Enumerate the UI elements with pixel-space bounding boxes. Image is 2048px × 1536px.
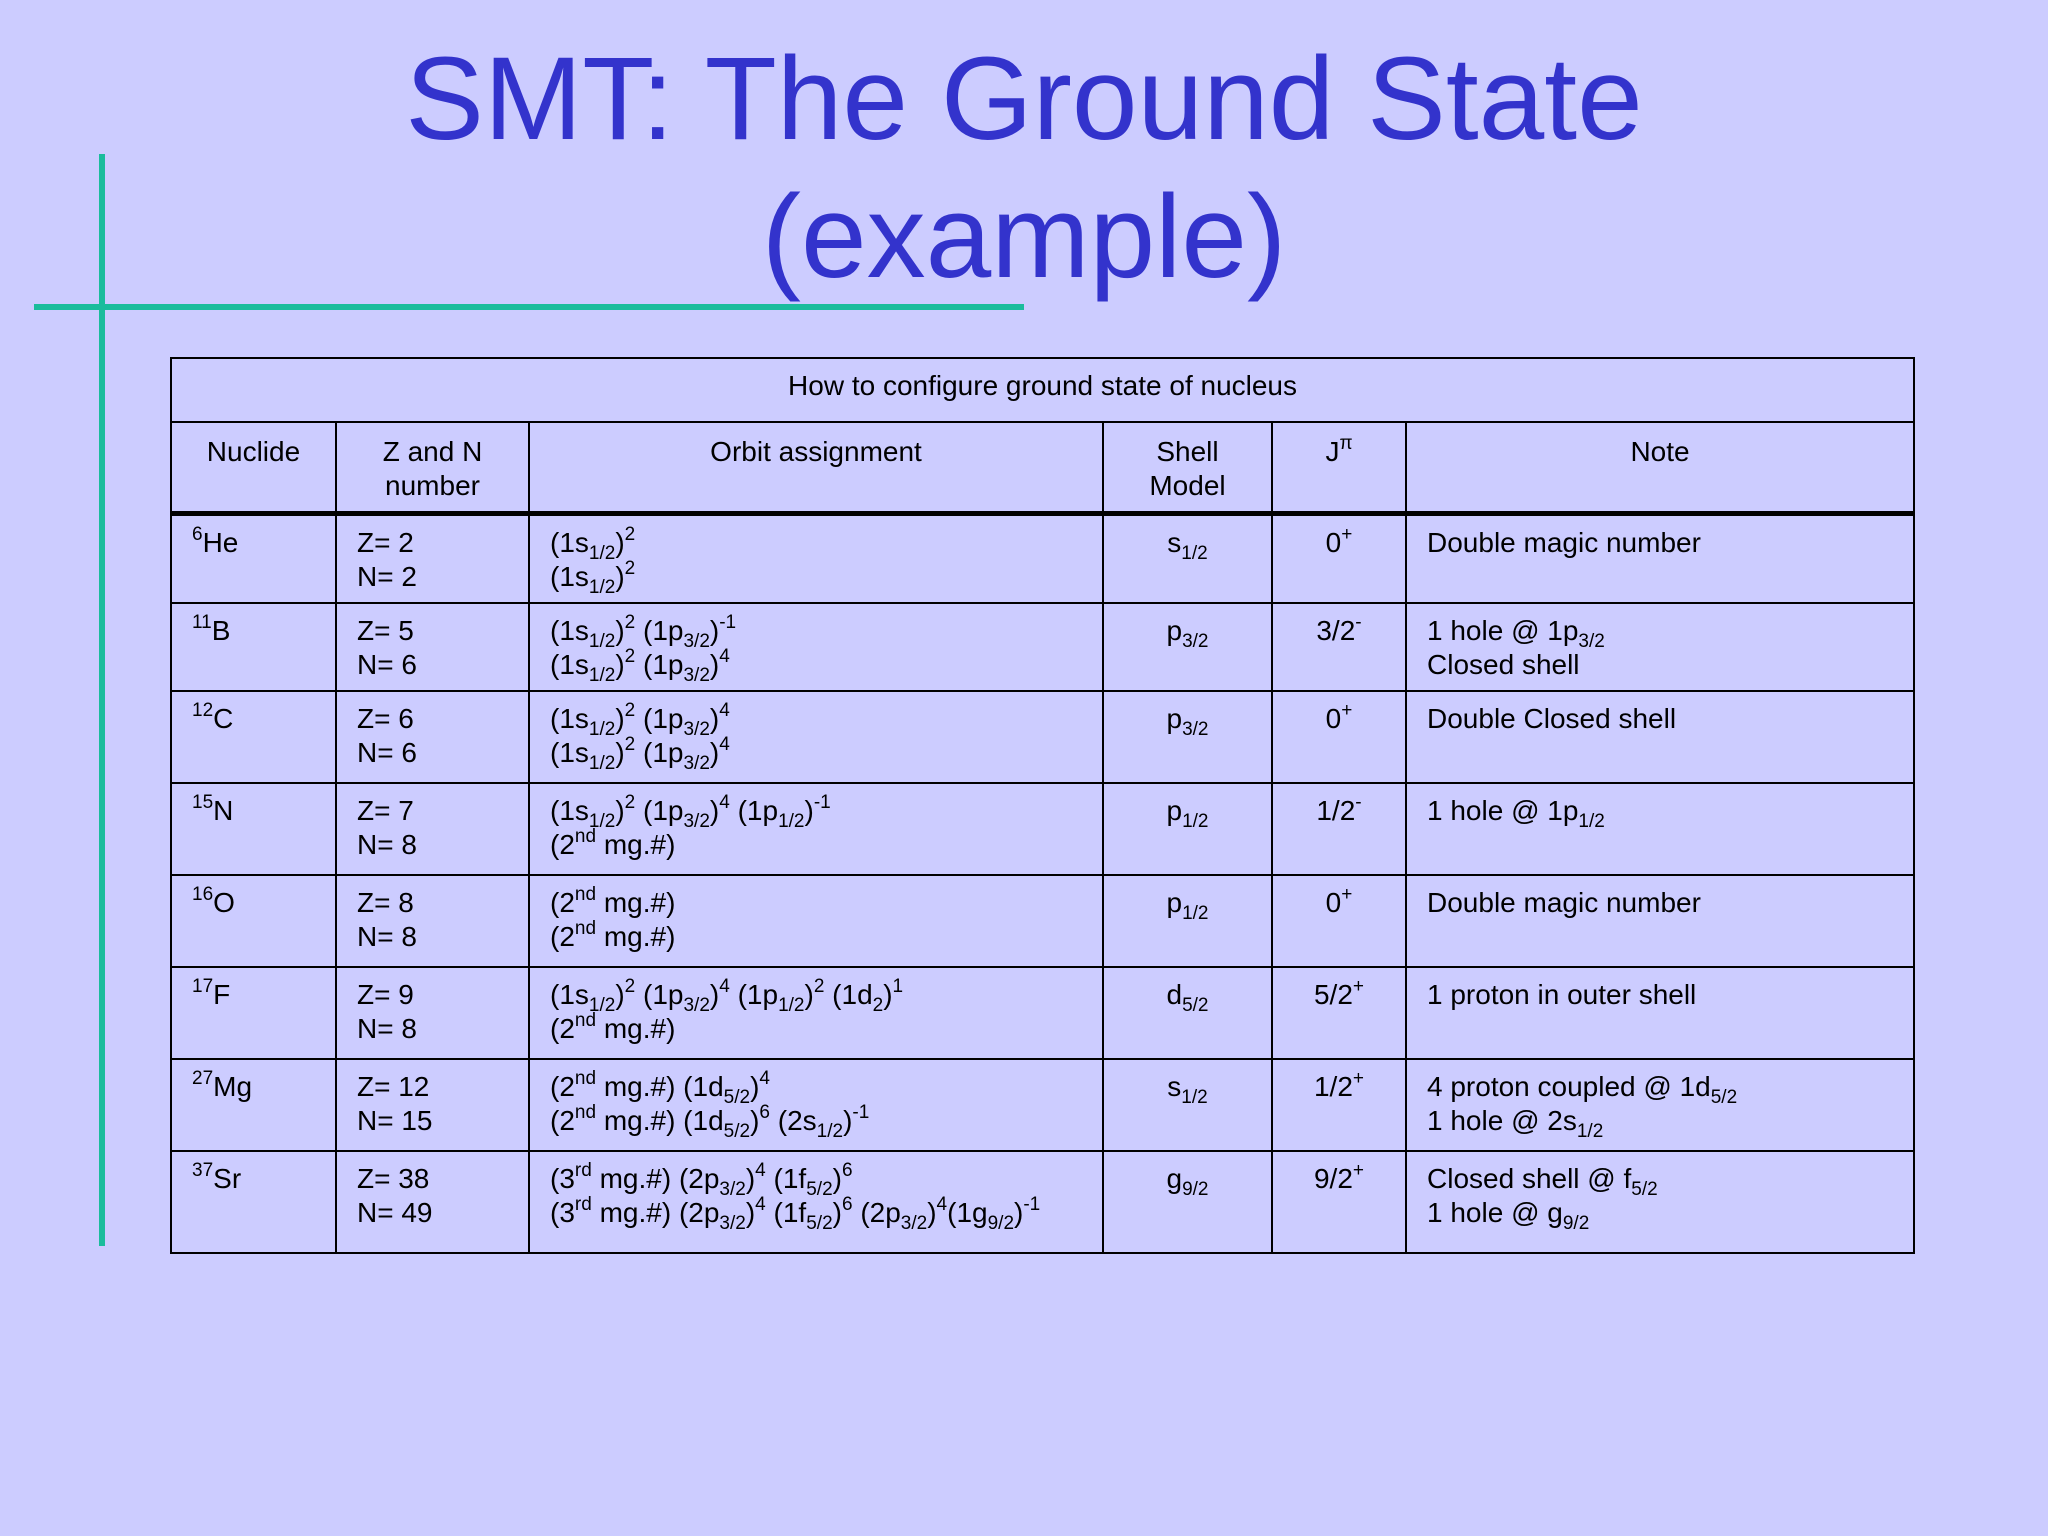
shell-model-cell: $s_{1/2}$ (1103, 1059, 1272, 1151)
nuclide-cell (171, 603, 336, 691)
mass-number: 12 (192, 700, 214, 721)
nuclide-cell (171, 875, 336, 967)
orbit-line: $(1s_{1/2})^2$ $(1p_{3/2})^4$ (550, 646, 730, 686)
proton-number: Z= 2 (357, 527, 414, 558)
orbit-assignment-cell (529, 875, 1103, 967)
element-symbol: He (202, 527, 239, 558)
orbit-line: (2nd mg.#) $(1d_{5/2})^4$ (550, 1068, 770, 1108)
neutron-number: N= 6 (357, 737, 417, 768)
table-row (171, 1151, 1914, 1253)
orbit-line: (3rd mg.#) $(2p_{3/2})^4$ $(1f_{5/2})^6$ $(2p_{3/2})^4(1g_{9/2})^{-1}$ (550, 1194, 1041, 1234)
orbit-line: $(1s_{1/2})^2$ (550, 524, 636, 564)
element-symbol: N (213, 795, 234, 826)
proton-number: Z= 6 (357, 703, 414, 734)
element-symbol: B (211, 615, 231, 646)
z-n-cell (336, 1059, 529, 1151)
orbit-assignment-cell (529, 603, 1103, 691)
nuclide-cell (171, 514, 336, 604)
note-cell: 1 proton in outer shell (1406, 967, 1914, 1059)
shell-model-cell: $s_{1/2}$ (1103, 514, 1272, 604)
nuclide-cell (171, 783, 336, 875)
orbit-line: (2nd mg.#) (550, 884, 676, 918)
slide-title-line-1: SMT: The Ground State (405, 33, 1643, 165)
slide-title-line-2: (example) (761, 171, 1287, 303)
mass-number: 27 (192, 1068, 214, 1089)
z-n-cell (336, 514, 529, 604)
z-n-cell (336, 691, 529, 783)
spin-parity-cell: 3/2- (1272, 603, 1406, 691)
orbit-line: (2nd mg.#) $(1d_{5/2})^6$ $(2s_{1/2})^{-1}$ (550, 1102, 870, 1142)
orbit-assignment-cell (529, 514, 1103, 604)
table-row (171, 967, 1914, 1059)
header-j-pi (1272, 422, 1406, 514)
element-symbol: Mg (213, 1071, 253, 1102)
table-row (171, 514, 1914, 604)
shell-model-cell: $g_{9/2}$ (1103, 1151, 1272, 1253)
slide-title (0, 30, 2048, 306)
spin-parity-cell: 1/2- (1272, 783, 1406, 875)
proton-number: Z= 9 (357, 979, 414, 1010)
neutron-number: N= 6 (357, 649, 417, 680)
note-cell: Double Closed shell (1406, 691, 1914, 783)
table-row (171, 783, 1914, 875)
orbit-line: $(1s_{1/2})^2$ (550, 558, 636, 598)
nuclide-cell (171, 1151, 336, 1253)
orbit-line: $(1s_{1/2})^2$ $(1p_{3/2})^4$ (550, 700, 730, 740)
decorative-vertical-line (99, 154, 105, 1246)
header-shell-model (1103, 422, 1272, 514)
orbit-assignment-cell (529, 691, 1103, 783)
orbit-line: (2nd mg.#) (550, 826, 676, 860)
neutron-number: N= 8 (357, 1013, 417, 1044)
element-symbol: Sr (213, 1163, 242, 1194)
header-z-and-n (336, 422, 529, 514)
orbit-line: (2nd mg.#) (550, 918, 676, 952)
table-caption: How to configure ground state of nucleus (171, 358, 1914, 422)
spin-parity-cell: 0+ (1272, 691, 1406, 783)
shell-model-cell: $p_{1/2}$ (1103, 875, 1272, 967)
z-n-cell (336, 783, 529, 875)
header-j-base: J (1325, 436, 1340, 467)
shell-model-cell: $p_{1/2}$ (1103, 783, 1272, 875)
z-n-cell (336, 603, 529, 691)
header-z-and-n-line-1: Z and N (382, 436, 483, 467)
table-row (171, 1059, 1914, 1151)
shell-model-cell: $d_{5/2}$ (1103, 967, 1272, 1059)
element-symbol: O (213, 887, 235, 918)
mass-number: 17 (192, 976, 214, 997)
orbit-line: $(1s_{1/2})^2$ $(1p_{3/2})^{-1}$ (550, 612, 737, 652)
proton-number: Z= 7 (357, 795, 414, 826)
orbit-line: $(1s_{1/2})^2$ $(1p_{3/2})^4$ (550, 734, 730, 774)
note-cell: 1 hole @ $1p_{3/2}$ Closed shell (1406, 603, 1914, 691)
orbit-line: $(1s_{1/2})^2$ $(1p_{3/2})^4$ $(1p_{1/2})^2$ $(1d_2)^1$ (550, 976, 904, 1016)
mass-number: 37 (192, 1160, 214, 1181)
note-cell: Closed shell @ $f_{5/2}$ 1 hole @ $g_{9/2}$ (1406, 1151, 1914, 1253)
header-z-and-n-line-2: number (385, 470, 480, 501)
neutron-number: N= 2 (357, 561, 417, 592)
orbit-assignment-cell (529, 783, 1103, 875)
nuclide-cell (171, 1059, 336, 1151)
header-note: Note (1406, 422, 1914, 514)
proton-number: Z= 8 (357, 887, 414, 918)
mass-number: 11 (192, 612, 212, 633)
orbit-line: $(1s_{1/2})^2$ $(1p_{3/2})^4$ $(1p_{1/2})^{-1}$ (550, 792, 831, 832)
orbit-assignment-cell (529, 1151, 1103, 1253)
ground-state-table (170, 357, 1915, 1254)
note-cell: 1 hole @ $1p_{1/2}$ (1406, 783, 1914, 875)
neutron-number: N= 8 (357, 921, 417, 952)
table-row (171, 691, 1914, 783)
note-cell: 4 proton coupled @ $1d_{5/2}$ 1 hole @ $2s_{1/2}$ (1406, 1059, 1914, 1151)
element-symbol: C (213, 703, 234, 734)
neutron-number: N= 8 (357, 829, 417, 860)
header-shell-line-1: Shell (1156, 436, 1219, 467)
mass-number: 15 (192, 792, 214, 813)
nuclide-cell (171, 967, 336, 1059)
note-cell: Double magic number (1406, 514, 1914, 604)
proton-number: Z= 38 (357, 1163, 430, 1194)
note-cell: Double magic number (1406, 875, 1914, 967)
mass-number: 6 (192, 524, 203, 545)
spin-parity-cell: 1/2+ (1272, 1059, 1406, 1151)
spin-parity-cell: 5/2+ (1272, 967, 1406, 1059)
header-pi-sup: π (1339, 433, 1353, 454)
z-n-cell (336, 1151, 529, 1253)
proton-number: Z= 12 (357, 1071, 430, 1102)
decorative-horizontal-line (34, 304, 1024, 310)
header-orbit-assignment: Orbit assignment (529, 422, 1103, 514)
spin-parity-cell: 9/2+ (1272, 1151, 1406, 1253)
proton-number: Z= 5 (357, 615, 414, 646)
table-header-row (171, 422, 1914, 514)
header-nuclide: Nuclide (171, 422, 336, 514)
neutron-number: N= 15 (357, 1105, 433, 1136)
element-symbol: F (213, 979, 231, 1010)
orbit-line: (3rd mg.#) $(2p_{3/2})^4$ $(1f_{5/2})^6$ (550, 1160, 853, 1200)
header-shell-line-2: Model (1149, 470, 1226, 501)
table-row (171, 875, 1914, 967)
nuclide-cell (171, 691, 336, 783)
orbit-line: (2nd mg.#) (550, 1010, 676, 1044)
table-row (171, 603, 1914, 691)
orbit-assignment-cell (529, 967, 1103, 1059)
spin-parity-cell: 0+ (1272, 875, 1406, 967)
shell-model-cell: $p_{3/2}$ (1103, 691, 1272, 783)
neutron-number: N= 49 (357, 1197, 433, 1228)
z-n-cell (336, 967, 529, 1059)
mass-number: 16 (192, 884, 214, 905)
spin-parity-cell: 0+ (1272, 514, 1406, 604)
shell-model-cell: $p_{3/2}$ (1103, 603, 1272, 691)
z-n-cell (336, 875, 529, 967)
orbit-assignment-cell (529, 1059, 1103, 1151)
